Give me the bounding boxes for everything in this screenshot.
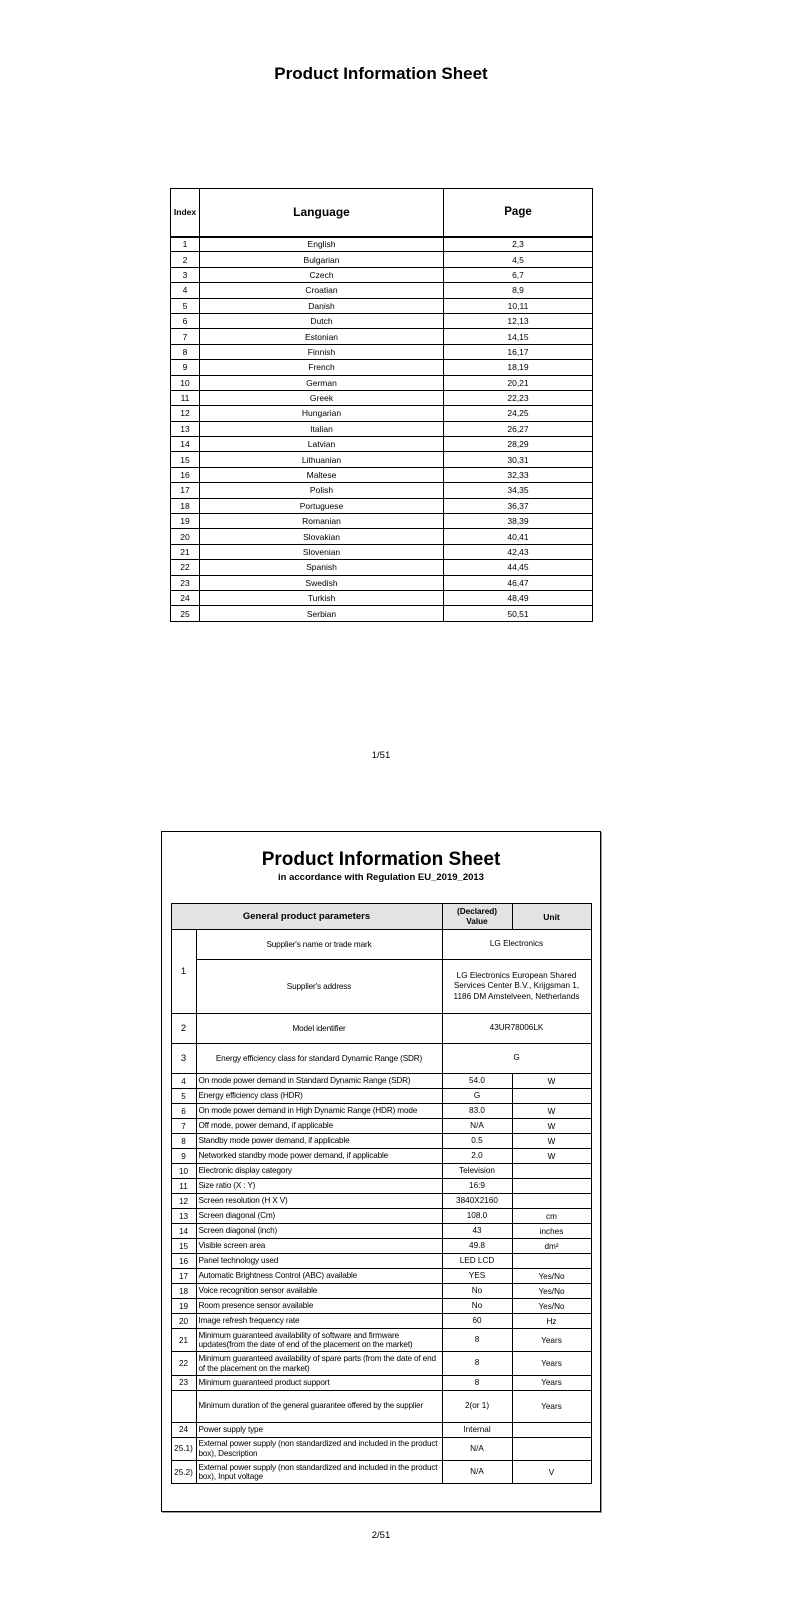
header-language: Language	[200, 189, 444, 237]
language-pages: 32,33	[444, 467, 593, 482]
param-label: Minimum guaranteed availability of spare parts (from the date of end of the placement on the market)	[196, 1352, 442, 1375]
param-value: 43	[442, 1224, 512, 1239]
language-name: Croatian	[200, 283, 444, 298]
row-index: 17	[171, 1269, 196, 1284]
param-unit	[512, 1422, 591, 1437]
param-value: 60	[442, 1314, 512, 1329]
language-row	[171, 560, 593, 575]
language-row-index: 13	[171, 421, 200, 436]
param-label: Screen resolution (H X V)	[196, 1194, 442, 1209]
language-row-index: 15	[171, 452, 200, 467]
param-label: Minimum duration of the general guarantee offered by the supplier	[196, 1390, 442, 1422]
row-index: 16	[171, 1254, 196, 1269]
param-unit: W	[512, 1149, 591, 1164]
language-row	[171, 329, 593, 344]
language-pages: 18,19	[444, 360, 593, 375]
language-row	[171, 606, 593, 621]
language-name: Italian	[200, 421, 444, 436]
param-row	[171, 1074, 591, 1089]
language-row-index: 22	[171, 560, 200, 575]
row-index: 9	[171, 1149, 196, 1164]
param-row	[171, 1254, 591, 1269]
language-row	[171, 406, 593, 421]
param-row	[171, 1104, 591, 1119]
language-row-index: 4	[171, 283, 200, 298]
param-value: 3840X2160	[442, 1194, 512, 1209]
row-index: 14	[171, 1224, 196, 1239]
language-row	[171, 360, 593, 375]
param-value: LED LCD	[442, 1254, 512, 1269]
param-unit: dm²	[512, 1239, 591, 1254]
row-index: 12	[171, 1194, 196, 1209]
language-pages: 20,21	[444, 375, 593, 390]
row-index	[171, 1390, 196, 1422]
param-unit: Yes/No	[512, 1284, 591, 1299]
param-label: Standby mode power demand, if applicable	[196, 1134, 442, 1149]
language-pages: 36,37	[444, 498, 593, 513]
page2-footer: 2/51	[371, 1530, 391, 1541]
language-row	[171, 252, 593, 267]
language-name: Maltese	[200, 467, 444, 482]
param-label: Size ratio (X : Y)	[196, 1179, 442, 1194]
language-row-index: 20	[171, 529, 200, 544]
language-pages: 4,5	[444, 252, 593, 267]
language-pages: 10,11	[444, 298, 593, 313]
param-row	[171, 1179, 591, 1194]
header-page: Page	[444, 189, 593, 237]
param-value: 54.0	[442, 1074, 512, 1089]
language-pages: 34,35	[444, 483, 593, 498]
header-declared-value	[442, 904, 512, 930]
param-value: Internal	[442, 1422, 512, 1437]
language-pages: 8,9	[444, 283, 593, 298]
language-row	[171, 483, 593, 498]
param-row	[171, 1314, 591, 1329]
row-index: 23	[171, 1375, 196, 1390]
param-label: Supplier's name or trade mark	[196, 930, 442, 960]
language-name: Slovakian	[200, 529, 444, 544]
param-unit: Hz	[512, 1314, 591, 1329]
language-row	[171, 529, 593, 544]
param-value: 2.0	[442, 1149, 512, 1164]
language-row	[171, 590, 593, 605]
param-unit	[512, 1254, 591, 1269]
header-value: Value	[466, 916, 488, 926]
language-pages: 42,43	[444, 544, 593, 559]
language-row-index: 7	[171, 329, 200, 344]
param-unit: Years	[512, 1329, 591, 1352]
language-row-index: 1	[171, 237, 200, 252]
language-row-index: 10	[171, 375, 200, 390]
param-row	[171, 1284, 591, 1299]
language-name: Czech	[200, 267, 444, 282]
language-row-index: 2	[171, 252, 200, 267]
language-row-index: 6	[171, 313, 200, 328]
language-row	[171, 313, 593, 328]
language-row	[171, 375, 593, 390]
page2-sheet	[161, 831, 601, 1512]
language-row	[171, 452, 593, 467]
param-value: N/A	[442, 1437, 512, 1460]
page1-title: Product Information Sheet	[274, 64, 488, 83]
row-index: 24	[171, 1422, 196, 1437]
language-pages: 24,25	[444, 406, 593, 421]
param-value: 43UR78006LK	[442, 1014, 591, 1044]
language-row	[171, 544, 593, 559]
language-row	[171, 575, 593, 590]
language-row	[171, 514, 593, 529]
param-label: External power supply (non standardized and included in the product box), Input voltage	[196, 1461, 442, 1484]
external-power-voltage-row	[171, 1461, 591, 1484]
param-row	[171, 1224, 591, 1239]
row-index: 5	[171, 1089, 196, 1104]
language-name: Lithuanian	[200, 452, 444, 467]
param-value: YES	[442, 1269, 512, 1284]
language-pages: 48,49	[444, 590, 593, 605]
language-row	[171, 344, 593, 359]
language-row-index: 3	[171, 267, 200, 282]
param-label: On mode power demand in High Dynamic Range (HDR) mode	[196, 1104, 442, 1119]
header-declared: (Declared)	[456, 906, 498, 916]
param-value: 8	[442, 1352, 512, 1375]
param-value: 8	[442, 1375, 512, 1390]
row-index: 8	[171, 1134, 196, 1149]
language-row-index: 8	[171, 344, 200, 359]
param-unit	[512, 1194, 591, 1209]
model-identifier-row	[171, 1014, 591, 1044]
language-row-index: 16	[171, 467, 200, 482]
param-label: Image refresh frequency rate	[196, 1314, 442, 1329]
language-name: Serbian	[200, 606, 444, 621]
param-label: Voice recognition sensor available	[196, 1284, 442, 1299]
param-unit: W	[512, 1119, 591, 1134]
param-value: G	[442, 1044, 591, 1074]
language-name: Estonian	[200, 329, 444, 344]
param-value: LG Electronics European Shared Services Center B.V., Krijgsman 1, 1186 DM Amstelveen, Netherlands	[442, 960, 591, 1014]
param-label: External power supply (non standardized and included in the product box), Description	[196, 1437, 442, 1460]
param-row	[171, 1134, 591, 1149]
language-row-index: 19	[171, 514, 200, 529]
param-value: N/A	[442, 1461, 512, 1484]
language-row	[171, 237, 593, 252]
language-pages: 2,3	[444, 237, 593, 252]
language-name: Slovenian	[200, 544, 444, 559]
param-value: G	[442, 1089, 512, 1104]
param-label: Minimum guaranteed product support	[196, 1375, 442, 1390]
language-row-index: 9	[171, 360, 200, 375]
language-name: Dutch	[200, 313, 444, 328]
language-row-index: 21	[171, 544, 200, 559]
language-row-index: 14	[171, 437, 200, 452]
language-row	[171, 390, 593, 405]
supplier-name-row	[171, 930, 591, 960]
row-index: 10	[171, 1164, 196, 1179]
param-unit: Yes/No	[512, 1299, 591, 1314]
param-row	[171, 1119, 591, 1134]
language-pages: 14,15	[444, 329, 593, 344]
sdr-energy-class-row	[171, 1044, 591, 1074]
language-pages: 40,41	[444, 529, 593, 544]
param-label: Visible screen area	[196, 1239, 442, 1254]
param-value: N/A	[442, 1119, 512, 1134]
param-unit	[512, 1089, 591, 1104]
param-value: 2(or 1)	[442, 1390, 512, 1422]
language-row-index: 25	[171, 606, 200, 621]
param-value: 16:9	[442, 1179, 512, 1194]
param-label: Power supply type	[196, 1422, 442, 1437]
language-name: Bulgarian	[200, 252, 444, 267]
language-pages: 26,27	[444, 421, 593, 436]
language-name: French	[200, 360, 444, 375]
param-value: 83.0	[442, 1104, 512, 1119]
language-pages: 38,39	[444, 514, 593, 529]
language-pages: 46,47	[444, 575, 593, 590]
row-index: 19	[171, 1299, 196, 1314]
param-label: On mode power demand in Standard Dynamic Range (SDR)	[196, 1074, 442, 1089]
param-unit: Yes/No	[512, 1269, 591, 1284]
param-value: 0.5	[442, 1134, 512, 1149]
param-unit: inches	[512, 1224, 591, 1239]
row-index: 4	[171, 1074, 196, 1089]
header-general-parameters: General product parameters	[171, 904, 442, 930]
language-row	[171, 283, 593, 298]
param-value: No	[442, 1299, 512, 1314]
param-row	[171, 1269, 591, 1284]
param-row	[171, 1375, 591, 1390]
language-name: Romanian	[200, 514, 444, 529]
param-row	[171, 1352, 591, 1375]
row-index: 11	[171, 1179, 196, 1194]
param-value: 8	[442, 1329, 512, 1352]
param-value: LG Electronics	[442, 930, 591, 960]
language-pages: 16,17	[444, 344, 593, 359]
guarantee-duration-row	[171, 1390, 591, 1422]
param-unit: Years	[512, 1390, 591, 1422]
language-index-table	[170, 188, 593, 622]
param-row	[171, 1164, 591, 1179]
param-unit	[512, 1164, 591, 1179]
param-unit: V	[512, 1461, 591, 1484]
param-label: Energy efficiency class (HDR)	[196, 1089, 442, 1104]
language-name: Portuguese	[200, 498, 444, 513]
row-index: 18	[171, 1284, 196, 1299]
row-index: 2	[171, 1014, 196, 1044]
language-pages: 50,51	[444, 606, 593, 621]
language-pages: 28,29	[444, 437, 593, 452]
language-pages: 12,13	[444, 313, 593, 328]
row-index: 21	[171, 1329, 196, 1352]
param-label: Room presence sensor available	[196, 1299, 442, 1314]
language-name: German	[200, 375, 444, 390]
language-name: Greek	[200, 390, 444, 405]
language-row-index: 17	[171, 483, 200, 498]
param-label: Minimum guaranteed availability of software and firmware updates(from the date of end of the placement on the market)	[196, 1329, 442, 1352]
page2-subtitle: in accordance with Regulation EU_2019_2013	[278, 872, 484, 883]
row-index: 15	[171, 1239, 196, 1254]
param-row	[171, 1329, 591, 1352]
language-row-index: 18	[171, 498, 200, 513]
param-row	[171, 1194, 591, 1209]
page2-title: Product Information Sheet	[261, 849, 501, 870]
language-row-index: 24	[171, 590, 200, 605]
language-name: Latvian	[200, 437, 444, 452]
param-label: Electronic display category	[196, 1164, 442, 1179]
language-name: Polish	[200, 483, 444, 498]
language-pages: 44,45	[444, 560, 593, 575]
language-row-index: 23	[171, 575, 200, 590]
row-index: 20	[171, 1314, 196, 1329]
param-label: Automatic Brightness Control (ABC) available	[196, 1269, 442, 1284]
supplier-address-row	[171, 960, 591, 1014]
param-label: Supplier's address	[196, 960, 442, 1014]
language-name: English	[200, 237, 444, 252]
row-index: 13	[171, 1209, 196, 1224]
param-unit	[512, 1437, 591, 1460]
language-pages: 30,31	[444, 452, 593, 467]
language-pages: 6,7	[444, 267, 593, 282]
param-label: Energy efficiency class for standard Dynamic Range (SDR)	[196, 1044, 442, 1074]
header-index: Index	[171, 189, 200, 237]
language-name: Spanish	[200, 560, 444, 575]
param-unit: cm	[512, 1209, 591, 1224]
language-row-index: 11	[171, 390, 200, 405]
language-row	[171, 437, 593, 452]
language-row	[171, 467, 593, 482]
language-pages: 22,23	[444, 390, 593, 405]
power-supply-type-row	[171, 1422, 591, 1437]
param-unit: W	[512, 1074, 591, 1089]
product-parameters-table	[171, 903, 592, 1484]
row-index: 1	[171, 930, 196, 1014]
param-row	[171, 1089, 591, 1104]
param-label: Off mode, power demand, if applicable	[196, 1119, 442, 1134]
row-index: 25.1)	[171, 1437, 196, 1460]
language-name: Finnish	[200, 344, 444, 359]
external-power-description-row	[171, 1437, 591, 1460]
param-table-header-row	[171, 904, 591, 930]
row-index: 25.2)	[171, 1461, 196, 1484]
param-row	[171, 1239, 591, 1254]
param-label: Panel technology used	[196, 1254, 442, 1269]
language-name: Danish	[200, 298, 444, 313]
page1-footer: 1/51	[371, 750, 391, 761]
row-index: 6	[171, 1104, 196, 1119]
param-label: Screen diagonal (Cm)	[196, 1209, 442, 1224]
param-unit	[512, 1179, 591, 1194]
param-row	[171, 1299, 591, 1314]
param-unit: Years	[512, 1375, 591, 1390]
param-value: Television	[442, 1164, 512, 1179]
param-unit: Years	[512, 1352, 591, 1375]
language-row-index: 12	[171, 406, 200, 421]
param-unit: W	[512, 1134, 591, 1149]
language-row	[171, 498, 593, 513]
param-row	[171, 1149, 591, 1164]
language-row	[171, 267, 593, 282]
param-label: Model identifier	[196, 1014, 442, 1044]
row-index: 3	[171, 1044, 196, 1074]
param-value: No	[442, 1284, 512, 1299]
language-table-header-row	[171, 189, 593, 237]
param-row	[171, 1209, 591, 1224]
param-value: 108.0	[442, 1209, 512, 1224]
row-index: 22	[171, 1352, 196, 1375]
param-label: Networked standby mode power demand, if applicable	[196, 1149, 442, 1164]
row-index: 7	[171, 1119, 196, 1134]
language-row	[171, 421, 593, 436]
param-value: 49.8	[442, 1239, 512, 1254]
param-label: Screen diagonal (inch)	[196, 1224, 442, 1239]
header-unit: Unit	[512, 904, 591, 930]
language-row	[171, 298, 593, 313]
language-name: Swedish	[200, 575, 444, 590]
param-unit: W	[512, 1104, 591, 1119]
language-name: Turkish	[200, 590, 444, 605]
language-row-index: 5	[171, 298, 200, 313]
language-name: Hungarian	[200, 406, 444, 421]
